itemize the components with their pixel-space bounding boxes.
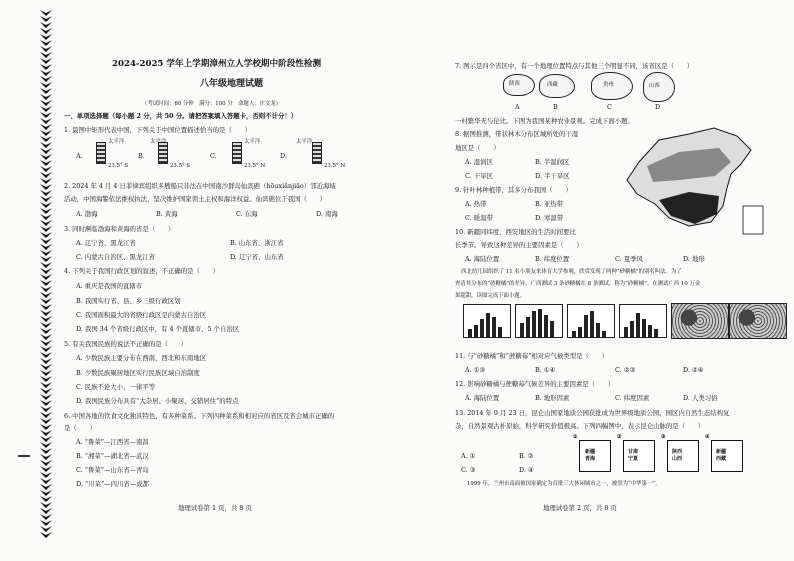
q1-label-d2: 23.5° N: [324, 163, 346, 169]
binding-mark: [40, 346, 52, 352]
q5-option-b: B. 少数民族聚居地区实行民族区域自治制度: [76, 369, 200, 377]
binding-mark: [40, 166, 52, 172]
page-footer-right: 地理试卷第 2 页，共 8 页: [543, 504, 617, 512]
q7-option-a: A: [515, 103, 520, 111]
binding-mark: [40, 130, 52, 136]
binding-mark: [40, 298, 52, 304]
exam-subject: 八年级地理试题: [200, 79, 264, 89]
binding-mark: [40, 514, 52, 520]
q2-option-b: B. 黄海: [156, 210, 178, 218]
q1-label-a1: 太平洋: [108, 139, 125, 145]
binding-mark: [40, 46, 52, 52]
binding-mark: [40, 34, 52, 40]
binding-mark: [40, 148, 52, 154]
question-5: 5. 有关我国民族的说法不正确的是（ ）: [64, 340, 188, 348]
q8-option-b: B. 半湿润区: [535, 158, 570, 166]
q3-option-d: D. 辽宁省、山东省: [230, 253, 284, 261]
q1-label-c2: 23.5° N: [244, 163, 266, 169]
photo-strawberry: [729, 303, 787, 339]
question-13-line1: 13. 2014 年 9 月 23 日，昆仑山国家地质公园获批成为世界级地质公园，园区内自然生态结构复: [455, 409, 730, 417]
q7-option-c: C: [607, 103, 612, 111]
q6-option-c: C. “鲁菜”—山东省—青岛: [76, 466, 149, 474]
q11-option-b: B. ①④: [535, 366, 556, 374]
q1-option-d: D.: [280, 152, 287, 160]
q13-box-2-text: 甘肃 宁夏: [628, 449, 639, 462]
q13-box-4-text: 新疆 西藏: [716, 449, 727, 462]
question-6-line2: 是（ ）: [64, 424, 96, 432]
binding-mark: [40, 316, 52, 322]
q10-option-b: B. 纬度位置: [535, 255, 570, 263]
question-2-line1: 2. 2024 年 4 月 4 日菲律宾组织多艘船只非法在中国南沙群岛仙宾礁（hōuxiǎnjiāo）邻近海域: [64, 182, 336, 190]
q10-option-a: A. 海陆位置: [465, 255, 500, 263]
bottom-note: 1999 年，兰州市南面被国家确定为首批三大休闲城市之一，被誉为“中华第一”。: [467, 481, 661, 487]
binding-mark: [40, 100, 52, 106]
q1-diagram-a: [96, 142, 106, 164]
question-4: 4. 下列关于我国行政区划的叙述，不正确的是（ ）: [64, 267, 220, 275]
q4-option-d: D. 我国 34 个省级行政区中，有 4 个直辖市、5 个自治区: [76, 325, 240, 333]
q7-option-b: B: [553, 103, 558, 111]
q10-option-d: D. 地形: [683, 255, 705, 263]
binding-mark: [40, 532, 52, 538]
binding-mark: [40, 436, 52, 442]
q3-option-c: C. 内蒙古自治区、黑龙江省: [76, 253, 156, 261]
passage-line1: 西北幼儿园组织了 11 名小朋友来体育大学参观，欣赏发现了两种“砂糖橘”的别名叫法。为了: [461, 269, 682, 275]
binding-mark: [40, 328, 52, 334]
binding-mark: [40, 256, 52, 262]
q1-diagram-d: [312, 142, 322, 164]
binding-mark: [40, 472, 52, 478]
binding-mark: [40, 70, 52, 76]
binding-mark: [40, 40, 52, 46]
q13-box-3-text: 陕西 山西: [672, 449, 683, 462]
q13-box-4-num: ④: [705, 434, 710, 440]
exam-title: 2024-2025 学年上学期漳州立人学校期中阶段性检测: [112, 59, 322, 69]
binding-mark: [40, 340, 52, 346]
q12-option-b: B. 地形因素: [535, 394, 570, 402]
q13-option-a: A. ①: [461, 452, 476, 460]
binding-mark: [40, 10, 52, 16]
binding-mark: [40, 160, 52, 166]
q8-option-d: D. 半干旱区: [535, 172, 570, 180]
question-12: 12. 影响砂糖橘与蔗糖莓气候差异的主要因素是（ ）: [455, 380, 615, 388]
q7-map-a-label: 陕西: [509, 81, 520, 87]
q6-option-d: D. “川菜”—四川省—成都: [76, 480, 150, 488]
q13-option-c: C. ③: [461, 466, 476, 474]
q12-option-c: C. 纬度因素: [615, 394, 650, 402]
q12-option-d: D. 人类习俗: [683, 394, 718, 402]
binding-mark: [40, 178, 52, 184]
binding-mark: [40, 400, 52, 406]
q9-option-b: B. 亚热带: [535, 200, 563, 208]
q13-option-b: B. ②: [519, 452, 534, 460]
binding-mark: [40, 154, 52, 160]
q2-option-a: A. 渤海: [76, 210, 98, 218]
binding-mark: [40, 214, 52, 220]
binding-mark: [40, 358, 52, 364]
photo-sugar-orange: [671, 303, 729, 339]
q1-label-b2: 23.5° S: [170, 163, 191, 169]
q9-option-d: D. 寒温带: [535, 214, 564, 222]
question-6-line1: 6. 中国各地的饮食文化独具特色，有多种菜系。下列四种菜系和相对应的省区及省会城市正确的: [64, 412, 335, 420]
climate-chart-4: [619, 304, 667, 338]
q13-box-3-num: ③: [661, 434, 666, 440]
binding-mark: [40, 112, 52, 118]
binding-mark: [40, 196, 52, 202]
binding-mark: [40, 334, 52, 340]
binding-mark: [40, 322, 52, 328]
binding-mark: [40, 364, 52, 370]
q13-box-1-num: ①: [573, 434, 578, 440]
binding-mark: [40, 142, 52, 148]
binding-mark: [40, 286, 52, 292]
binding-mark: [40, 394, 52, 400]
binding-mark: [40, 274, 52, 280]
intro-8: 一村繁华无与伦比。下图为我国某种农业景观。完成下面小题。: [455, 117, 634, 125]
q12-option-a: A. 海陆位置: [465, 394, 500, 402]
page-footer-left: 地理试卷第 1 页，共 8 页: [178, 504, 252, 512]
binding-mark: [40, 28, 52, 34]
binding-mark: [40, 430, 52, 436]
binding-mark: [40, 262, 52, 268]
question-13-line2: 杂，自然景观古朴原始，科学研究价值极高。下列四幅图中，表示昆仑山脉的是（ ）: [455, 422, 705, 430]
binding-mark: [40, 370, 52, 376]
binding-mark: [40, 466, 52, 472]
q1-option-b: B.: [138, 152, 145, 160]
binding-mark: [40, 190, 52, 196]
binding-mark: [40, 118, 52, 124]
q4-option-b: B. 我国实行省、县、乡三级行政区划: [76, 297, 181, 305]
binding-mark: [40, 406, 52, 412]
binding-mark: [40, 184, 52, 190]
binding-mark: [40, 526, 52, 532]
right-page: [415, 0, 787, 561]
question-2-line2: 活动，中国海警依法维权执法，坚决维护国家领土主权和海洋权益。仙宾礁位于我国（ ）: [64, 195, 327, 203]
q1-label-d1: 太平洋: [296, 139, 313, 145]
q9-option-c: C. 暖温带: [465, 214, 493, 222]
q6-option-b: B. “湘菜”—湖北省—武汉: [76, 452, 149, 460]
passage-line3: 果超甜。读图完成下面小题。: [455, 293, 526, 299]
binding-mark: [40, 292, 52, 298]
q5-option-a: A. 少数民族主要分布在西南、西北和东南地区: [76, 354, 207, 362]
q8-option-c: C. 干旱区: [465, 172, 493, 180]
q13-option-d: D. ④: [519, 466, 534, 474]
binding-mark: [40, 352, 52, 358]
binding-mark: [40, 202, 52, 208]
south-sea-inset: [743, 206, 763, 234]
binding-mark: [40, 208, 52, 214]
binding-mark: [40, 76, 52, 82]
q11-option-d: D. ②④: [683, 366, 704, 374]
q1-label-b1: 太平洋: [150, 139, 167, 145]
binding-mark: [40, 232, 52, 238]
q7-map-c-label: 贵州: [603, 82, 614, 88]
binding-mark: [40, 106, 52, 112]
binding-mark: [40, 484, 52, 490]
binding-mark: [40, 496, 52, 502]
passage-line2: 查清其分布的“砂糖橘”的差异，广西测试 3 条砂糖橘在 8 条测试，称为“砂糖橘”。在测试广西 10 万金: [455, 281, 701, 287]
binding-mark: [40, 304, 52, 310]
question-11: 11. 与“砂糖橘”和“蔗糖莓”相对应气候类型是（ ）: [455, 352, 609, 360]
question-3: 3. 同时濒临渤海和黄海的省是（ ）: [64, 225, 175, 233]
binding-mark: [40, 226, 52, 232]
question-1: 1. 最图中矩形代表中国，下列关于中国位置描述恰当的是（ ）: [64, 126, 252, 134]
climate-chart-2: [515, 304, 563, 338]
question-10-line2: 长季节。导致这种差异的主要因素是（ ）: [455, 241, 583, 249]
q5-option-c: C. 民族不论大小，一律平等: [76, 383, 156, 391]
binding-mark: [40, 220, 52, 226]
binding-mark: [40, 310, 52, 316]
climate-chart-3: [567, 304, 615, 338]
binding-mark: [40, 250, 52, 256]
q1-label-a2: 23.5° S: [108, 163, 129, 169]
china-map: [619, 122, 767, 240]
binding-mark: [40, 388, 52, 394]
question-8-line2: 地区是（ ）: [455, 144, 500, 152]
binding-mark: [40, 508, 52, 514]
binding-mark: [40, 442, 52, 448]
q11-option-a: A. ①③: [465, 366, 486, 374]
binding-mark: [40, 22, 52, 28]
binding-mark: [40, 490, 52, 496]
binding-mark: [40, 454, 52, 460]
exam-info: （考试时间：60 分钟 满分：100 分 命题人：庄文龙）: [142, 101, 282, 107]
binding-mark: [40, 58, 52, 64]
q13-box-1-text: 新疆 青海: [585, 449, 596, 462]
binding-mark: [40, 268, 52, 274]
question-8-line1: 8. 据图推测，带状林木分布区城所处的干湿: [455, 130, 579, 138]
binding-mark: [40, 172, 52, 178]
binding-mark: [40, 94, 52, 100]
q2-option-d: D. 南海: [316, 210, 338, 218]
q11-option-c: C. ②③: [615, 366, 636, 374]
q1-option-c: C.: [210, 152, 217, 160]
binding-mark: [40, 382, 52, 388]
binding-mark: [40, 478, 52, 484]
binding-mark: [40, 412, 52, 418]
binding-mark: [40, 424, 52, 430]
q9-option-a: A. 热带: [465, 200, 487, 208]
q2-option-c: C. 东海: [236, 210, 258, 218]
binding-mark: [40, 418, 52, 424]
binding-mark: [40, 448, 52, 454]
q4-option-c: C. 我国面积最大的省级行政区是内蒙古自治区: [76, 311, 207, 319]
q3-option-a: A. 辽宁省、黑龙江省: [76, 239, 136, 247]
binding-mark: [40, 64, 52, 70]
climate-chart-1: [463, 304, 511, 338]
left-page: [60, 0, 400, 561]
binding-mark: [40, 88, 52, 94]
q3-option-b: B. 山东省、浙江省: [230, 239, 284, 247]
q7-map-d-label: 山西: [649, 83, 660, 89]
binding-mark: [40, 244, 52, 250]
binding-mark: [40, 82, 52, 88]
question-9: 9. 针叶林种植带，其多分布我国（ ）: [455, 186, 572, 194]
q7-map-b-label: 西藏: [547, 82, 558, 88]
fold-mark: [18, 455, 30, 457]
q7-option-d: D: [655, 103, 661, 111]
question-7: 7. 图示是四个省区中，有一个地理位置特点与其他三个明显不同，该省区是（ ）: [455, 62, 694, 70]
binding-mark: [40, 502, 52, 508]
binding-mark: [40, 520, 52, 526]
question-10-line1: 10. 新疆同纬度，西安地区的生活时间要比: [455, 228, 576, 236]
q1-label-c1: 太平洋: [244, 139, 261, 145]
binding-mark: [40, 52, 52, 58]
q13-box-2-num: ②: [617, 434, 622, 440]
binding-mark: [40, 460, 52, 466]
binding-mark: [40, 136, 52, 142]
binding-mark: [40, 238, 52, 244]
q6-option-a: A. “鲁菜”—江西省—南昌: [76, 438, 149, 446]
binding-mark: [40, 280, 52, 286]
q4-option-a: A. 重庆是我国的直辖市: [76, 282, 143, 290]
section1-heading: 一、单项选择题（每小题 2 分，共 50 分。请把答案填入答题卡，否则不计分！）: [64, 112, 298, 120]
binding-edge-pattern: [38, 10, 54, 540]
binding-mark: [40, 16, 52, 22]
q8-option-a: A. 湿润区: [465, 158, 493, 166]
q10-option-c: C. 夏季风: [615, 255, 643, 263]
binding-mark: [40, 124, 52, 130]
binding-mark: [40, 376, 52, 382]
q1-diagram-c: [232, 142, 242, 164]
q5-option-d: D. 我国民族分布具有“大杂居、小聚居、交错居住”的特点: [76, 397, 239, 405]
q1-option-a: A.: [76, 152, 83, 160]
